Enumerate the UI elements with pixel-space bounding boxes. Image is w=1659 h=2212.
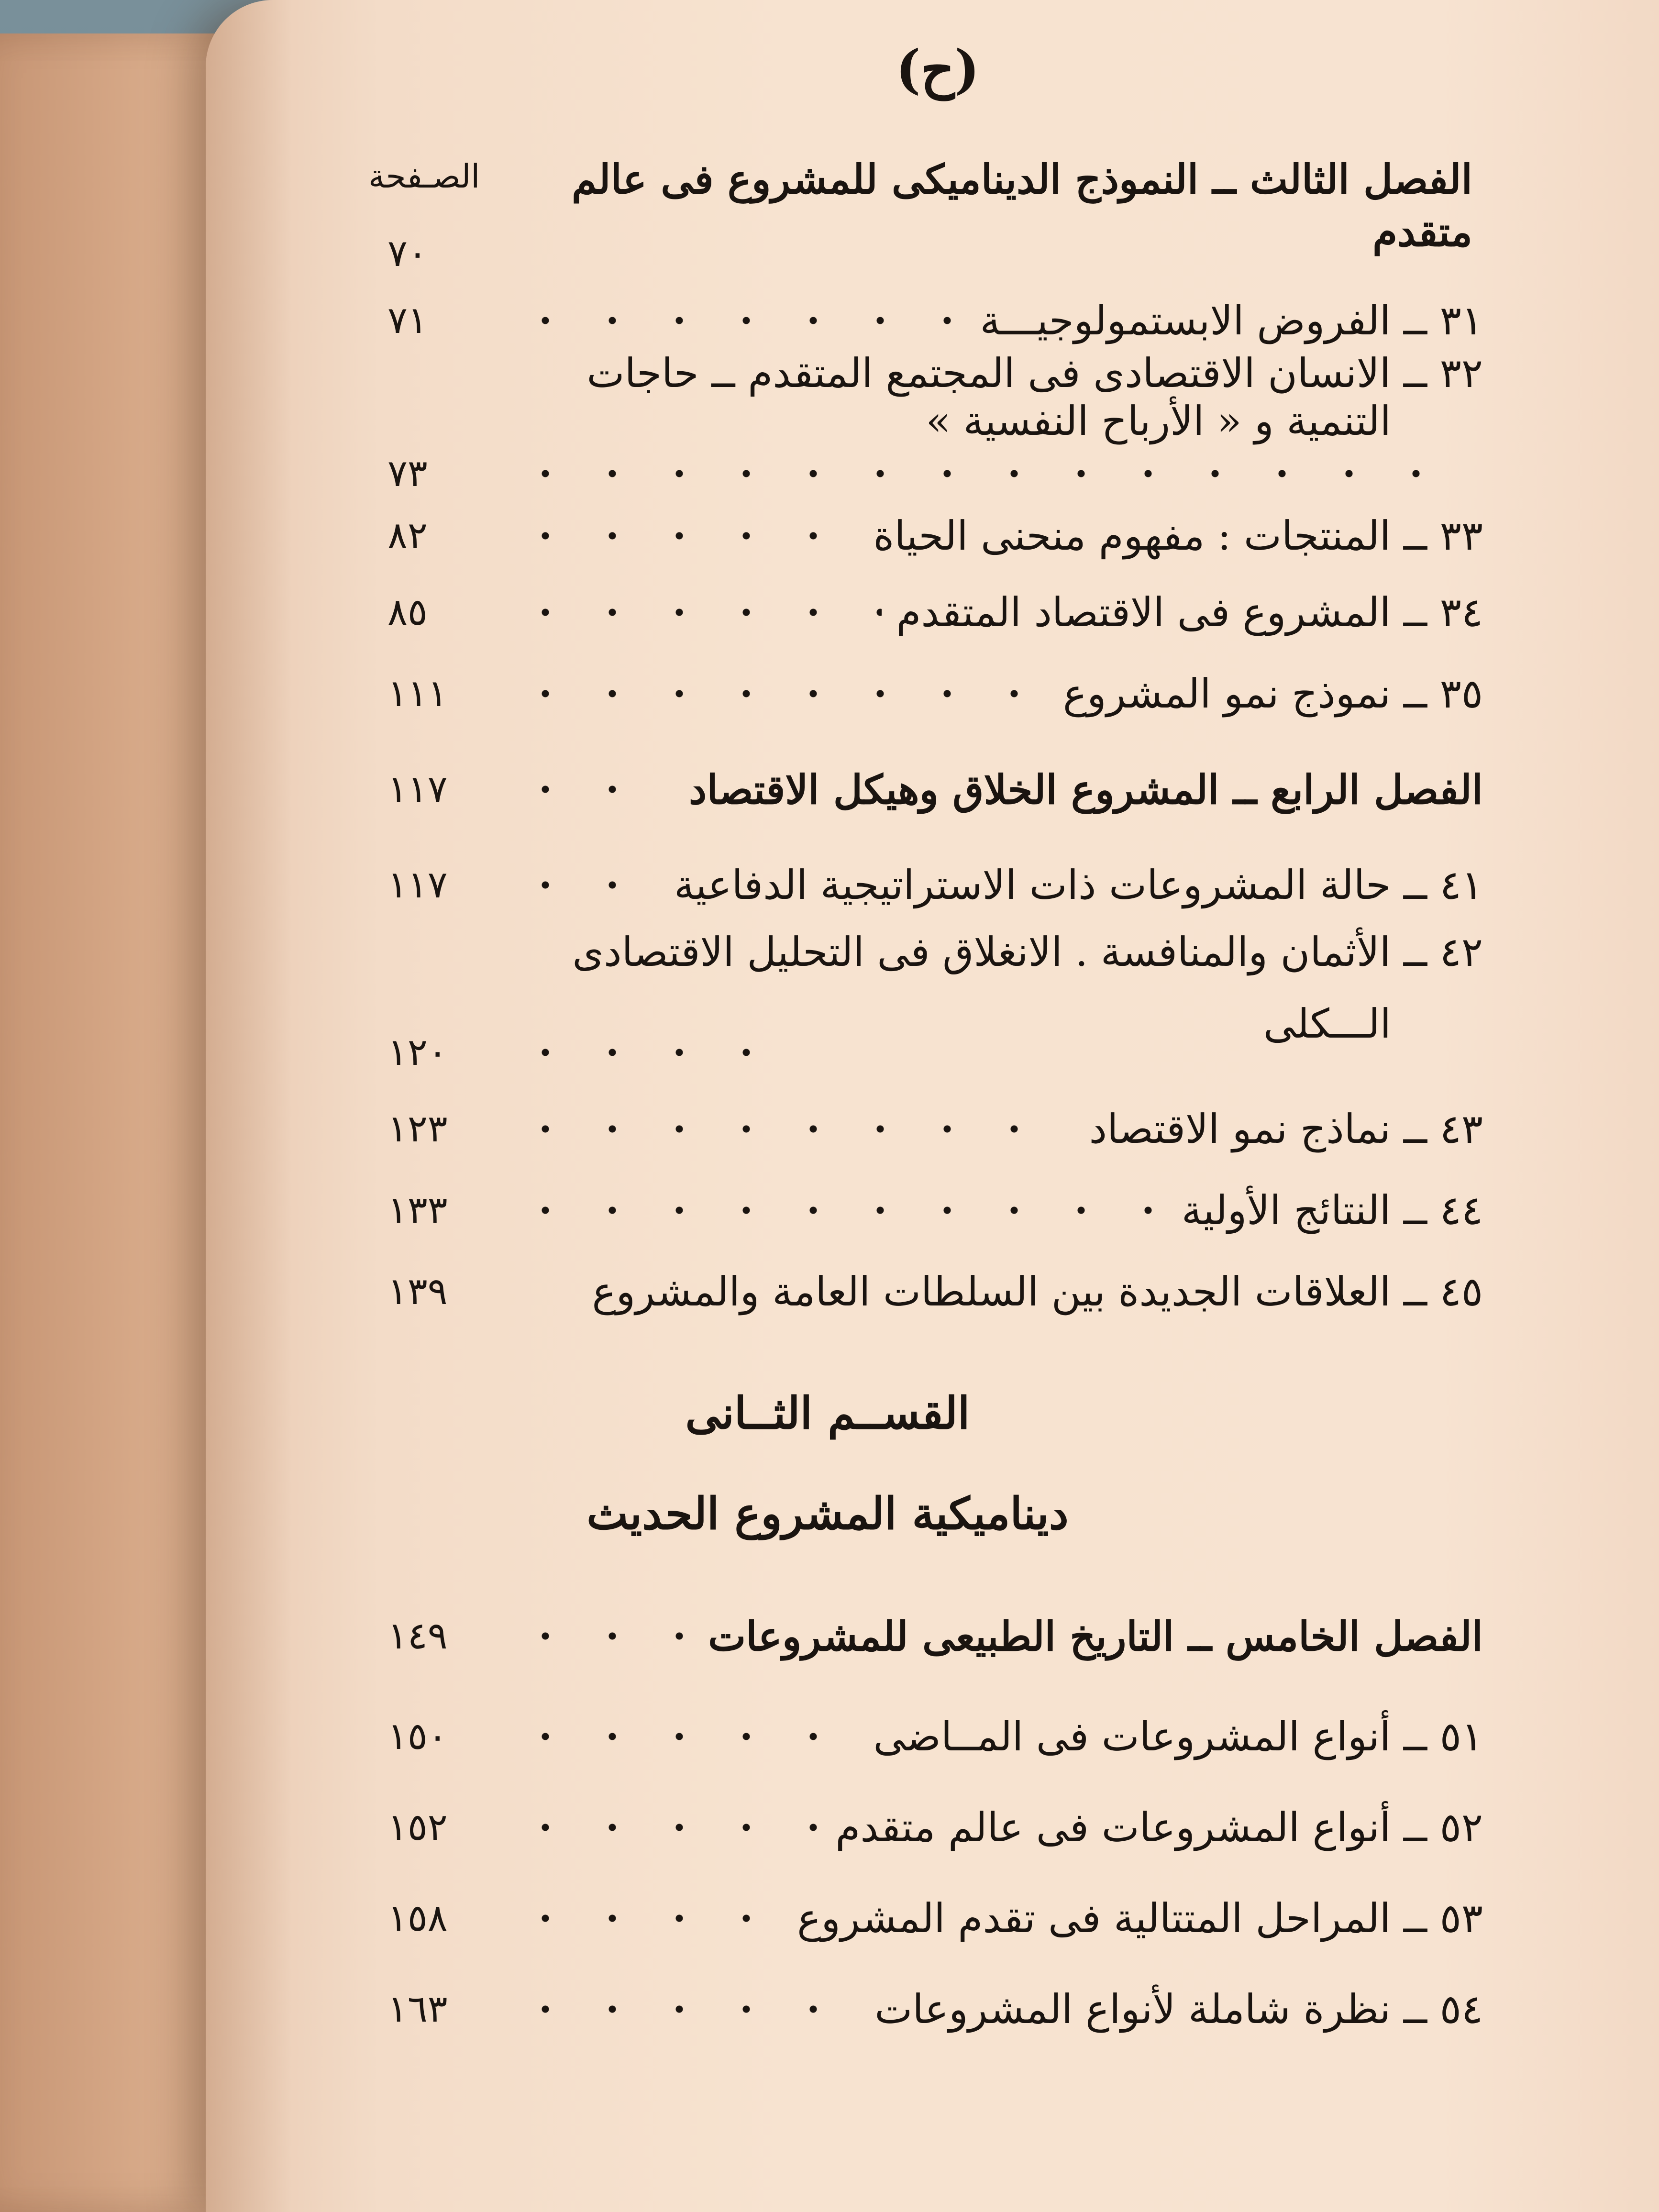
toc-item-52-title: ٥٢ ــ أنواع المشروعات فى عالم متقدم xyxy=(835,1804,1483,1851)
dot-leader xyxy=(512,531,859,541)
dot-leader xyxy=(512,1913,783,1923)
toc-item-44-page: ١٣٣ xyxy=(387,1189,448,1232)
dot-leader xyxy=(512,1287,577,1296)
chapter4-page: ١١٧ xyxy=(387,768,448,811)
toc-item-32-title: ٣٢ ــ الانسان الاقتصادى فى المجتمع المتقدم ــ حاجات xyxy=(586,350,1483,397)
chapter3-heading: الفصل الثالث ــ النموذج الديناميكى للمشروع فى عالم متقدم xyxy=(571,155,1472,255)
toc-item-34-title: ٣٤ ــ المشروع فى الاقتصاد المتقدم xyxy=(896,589,1483,636)
chapter5-heading-row xyxy=(387,1607,1483,1665)
toc-item-41-title: ٤١ ــ حالة المشروعات ذات الاستراتيجية الدفاعية xyxy=(674,862,1483,908)
dot-leader xyxy=(512,689,1049,698)
toc-item-54 xyxy=(387,1980,1483,2038)
part2-title: القســم الثــانى xyxy=(685,1387,970,1439)
toc-item-54-title: ٥٤ ــ نظرة شاملة لأنواع المشروعات xyxy=(874,1986,1483,2033)
dot-leader xyxy=(512,880,660,890)
toc-item-43 xyxy=(387,1100,1483,1158)
toc-item-35-page: ١١١ xyxy=(387,672,448,715)
page-number: (ح) xyxy=(896,38,980,100)
toc-item-31 xyxy=(387,292,1483,349)
dot-leader xyxy=(512,1823,821,1832)
dot-leader xyxy=(512,469,1469,478)
dot-leader xyxy=(512,608,882,617)
toc-item-51-page: ١٥٠ xyxy=(387,1715,448,1758)
chapter5-page: ١٤٩ xyxy=(387,1615,448,1658)
chapter4-heading: الفصل الرابع ــ المشروع الخلاق وهيكل الاقتصاد xyxy=(689,765,1483,813)
dot-leader xyxy=(512,1732,859,1741)
toc-item-51-title: ٥١ ــ أنواع المشروعات فى المــاضى xyxy=(873,1713,1483,1760)
book-page xyxy=(206,0,1659,2212)
toc-item-42-line2: الـــكلى xyxy=(1263,1000,1391,1047)
dot-leader xyxy=(512,1631,694,1641)
table-of-contents xyxy=(206,0,1659,2212)
toc-item-42-title: ٤٢ ــ الأثمان والمنافسة . الانغلاق فى التحليل الاقتصادى xyxy=(572,929,1483,975)
toc-item-54-page: ١٦٣ xyxy=(387,1988,448,2031)
toc-item-32-page-row xyxy=(387,445,1483,502)
toc-item-42 xyxy=(387,923,1483,981)
toc-item-32 xyxy=(387,344,1483,402)
toc-item-33 xyxy=(387,507,1483,564)
toc-item-43-page: ١٢٣ xyxy=(387,1107,448,1150)
dot-leader xyxy=(512,2004,860,2014)
toc-item-33-page: ٨٢ xyxy=(387,514,428,557)
dot-leader xyxy=(512,316,966,325)
chapter3-page: ٧٠ xyxy=(387,232,428,275)
toc-item-52-page: ١٥٢ xyxy=(387,1806,448,1849)
toc-item-53-title: ٥٣ ــ المراحل المتتالية فى تقدم المشروع xyxy=(797,1895,1483,1942)
toc-item-51 xyxy=(387,1708,1483,1765)
toc-item-44 xyxy=(387,1182,1483,1239)
toc-item-53 xyxy=(387,1890,1483,1947)
toc-item-41-page: ١١٧ xyxy=(387,863,448,907)
toc-item-32-line2: التنمية و « الأرباح النفسية » xyxy=(926,398,1391,444)
chapter3-page-row xyxy=(387,225,1483,282)
dot-leader xyxy=(512,1048,765,1057)
toc-item-33-title: ٣٣ ــ المنتجات : مفهوم منحنى الحياة xyxy=(873,512,1483,559)
chapter5-heading: الفصل الخامس ــ التاريخ الطبيعى للمشروعات xyxy=(708,1612,1483,1660)
chapter4-heading-row xyxy=(387,761,1483,818)
toc-item-31-title: ٣١ ــ الفروض الابستمولوجيـــة xyxy=(980,297,1483,344)
toc-item-41 xyxy=(387,856,1483,914)
toc-item-34 xyxy=(387,584,1483,641)
dot-leader xyxy=(512,1124,1075,1134)
toc-item-45-page: ١٣٩ xyxy=(387,1270,448,1313)
dot-leader xyxy=(512,1206,1167,1215)
page-column-label: الصـفحة xyxy=(368,158,480,196)
toc-item-32-page: ٧٣ xyxy=(387,452,428,495)
toc-item-45-title: ٤٥ ــ العلاقات الجديدة بين السلطات العامة والمشروع xyxy=(592,1268,1483,1315)
toc-item-42-page: ١٢٠ xyxy=(387,1031,448,1074)
toc-item-42-page-row xyxy=(387,1024,1483,1081)
toc-item-31-page: ٧١ xyxy=(387,299,428,342)
toc-item-53-page: ١٥٨ xyxy=(387,1897,448,1940)
toc-item-35-title: ٣٥ ــ نموذج نمو المشروع xyxy=(1062,670,1483,717)
part2-subtitle: ديناميكية المشروع الحديث xyxy=(586,1488,1069,1539)
toc-item-52 xyxy=(387,1799,1483,1856)
toc-item-34-page: ٨٥ xyxy=(387,591,428,634)
toc-item-45 xyxy=(387,1263,1483,1320)
toc-item-43-title: ٤٣ ــ نماذج نمو الاقتصاد xyxy=(1089,1106,1483,1152)
dot-leader xyxy=(512,785,675,794)
toc-item-44-title: ٤٤ ــ النتائج الأولية xyxy=(1181,1187,1483,1234)
toc-item-35 xyxy=(387,665,1483,722)
